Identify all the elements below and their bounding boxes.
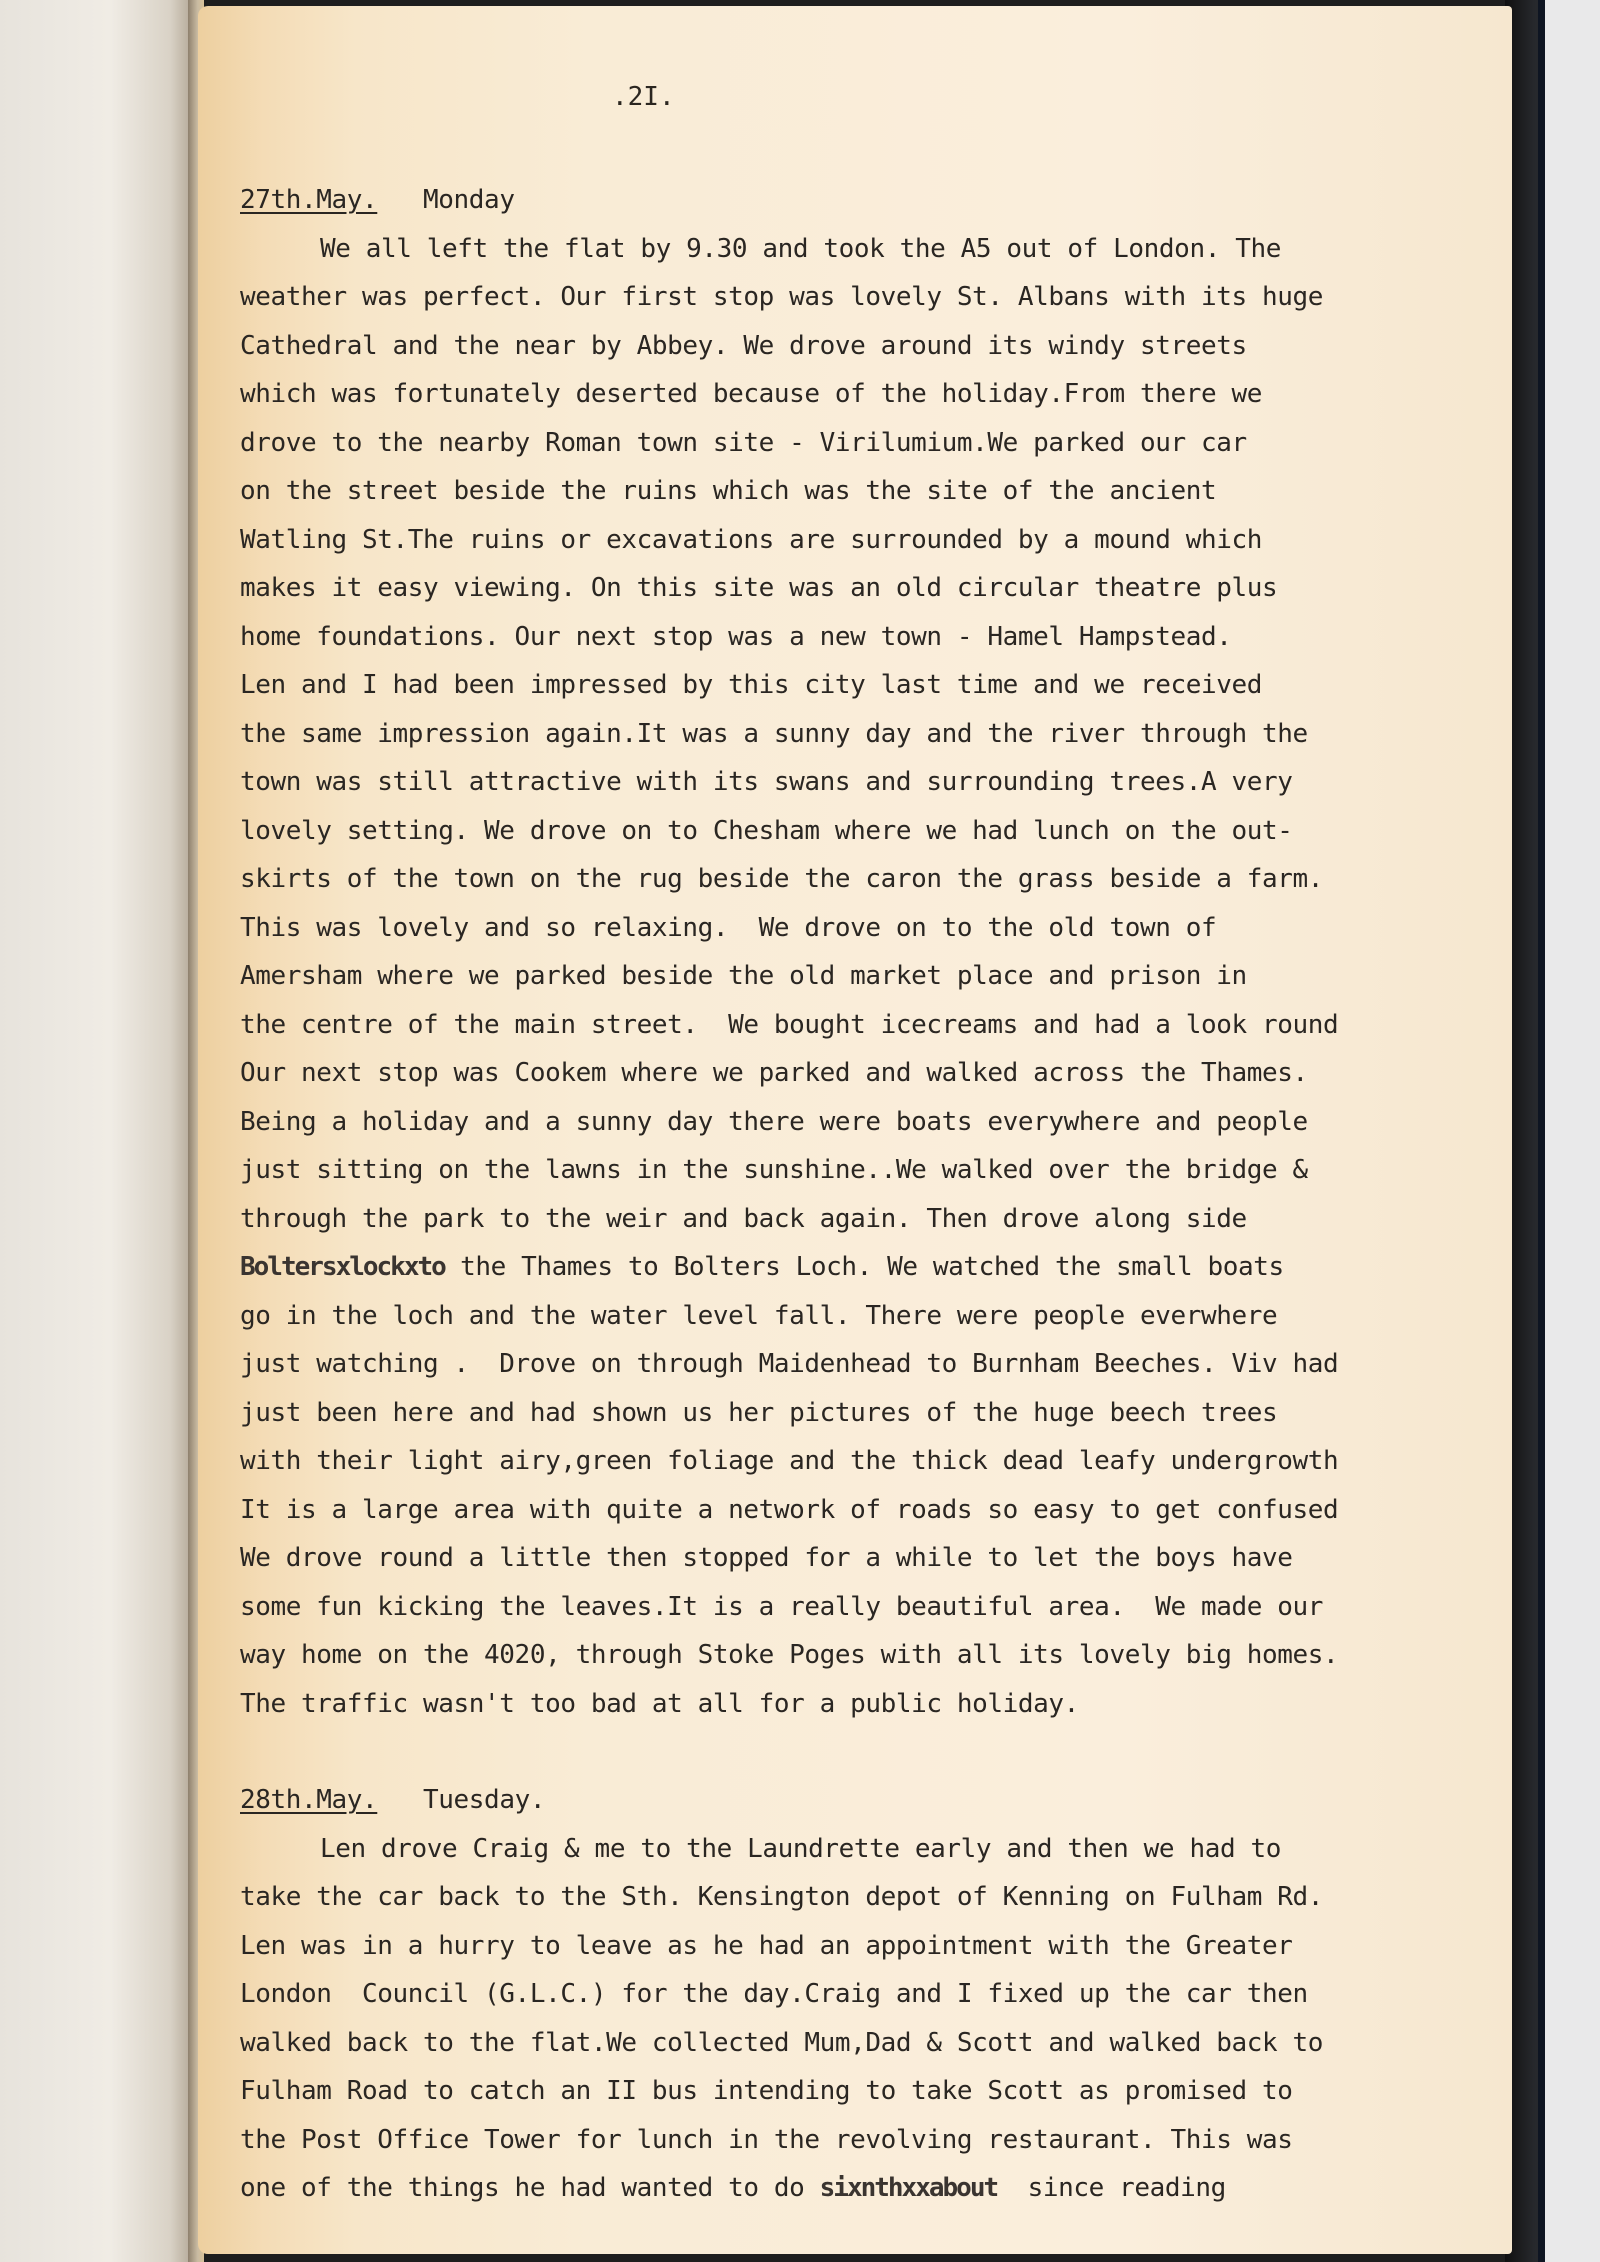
text-line: The traffic wasn't too bad at all for a public holiday. [240,1688,1079,1719]
text-line: home foundations. Our next stop was a new town - Hamel Hampstead. [240,621,1232,652]
text-line: Cathedral and the near by Abbey. We drove around its windy streets [240,330,1247,361]
entry-date: 27th.May. [240,185,378,215]
text-line: go in the loch and the water level fall. There were people everwhere [240,1300,1278,1331]
entry-weekday: Tuesday. [423,1785,546,1815]
entry-heading [240,1776,1510,1825]
text-line: way home on the 4020, through Stoke Poges with all its lovely big homes. [240,1640,1339,1670]
text-line: town was still attractive with its swans and surrounding trees.A very [240,767,1293,797]
text-line: drove to the nearby Roman town site - Virilumium.We parked our car [240,427,1247,458]
facing-page [0,0,200,2262]
text-line: It is a large area with quite a network of roads so easy to get confused [240,1494,1339,1525]
text-line: just sitting on the lawns in the sunshine..We walked over the bridge & [240,1155,1308,1185]
entry-date: 28th.May. [240,1785,378,1815]
page-number: .2I. [612,82,675,112]
text-line: lovely setting. We drove on to Chesham where we had lunch on the out- [240,815,1293,846]
text-line: on the street beside the ruins which was the site of the ancient [240,476,1217,506]
text-line: Watling St.The ruins or excavations are surrounded by a mound which [240,524,1262,555]
text-line: London Council (G.L.C.) for the day.Craig and I fixed up the car then [240,1979,1308,2009]
text-line: We drove round a little then stopped for a while to let the boys have [240,1543,1293,1573]
entry-heading [240,176,1510,225]
text-line: take the car back to the Sth. Kensington depot of Kenning on Fulham Rd. [240,1882,1323,1912]
text-line: skirts of the town on the rug beside the caron the grass beside a farm. [240,864,1323,894]
text-line: Being a holiday and a sunny day there were boats everywhere and people [240,1106,1308,1137]
text-line: the Post Office Tower for lunch in the revolving restaurant. This was [240,2124,1293,2155]
text-line: makes it easy viewing. On this site was an old circular theatre plus [240,573,1278,603]
text-line: just been here and had shown us her pictures of the huge beech trees [240,1397,1278,1428]
text-line: Boltersxlockxto the Thames to Bolters Loch. We watched the small boats [240,1252,1284,1282]
text-line: Len and I had been impressed by this city last time and we received [240,670,1262,700]
struck-out-text: sixnthxxabout [819,2173,998,2203]
text-line: Amersham where we parked beside the old market place and prison in [240,961,1247,991]
entry-weekday: Monday [423,185,515,215]
text-line: one of the things he had wanted to do sixnthxxabout since reading [240,2173,1226,2203]
text-line: Len was in a hurry to leave as he had an appointment with the Greater [240,1930,1293,1961]
text-line: the same impression again.It was a sunny day and the river through the [240,718,1308,749]
background-strip [1545,0,1600,2262]
text-line: with their light airy,green foliage and the thick dead leafy undergrowth [240,1446,1339,1476]
text-line: through the park to the weir and back again. Then drove along side [240,1203,1247,1234]
text-line: We all left the flat by 9.30 and took the A5 out of London. The [320,233,1281,264]
text-line: weather was perfect. Our first stop was lovely St. Albans with its huge [240,282,1323,312]
text-line: Our next stop was Cookem where we parked and walked across the Thames. [240,1058,1308,1088]
text-line: the centre of the main street. We bought icecreams and had a look round [240,1009,1339,1040]
text-line: just watching . Drove on through Maidenhead to Burnham Beeches. Viv had [240,1349,1339,1379]
typed-text [240,176,1510,2213]
text-line: Fulham Road to catch an II bus intending to take Scott as promised to [240,2076,1293,2106]
text-line: some fun kicking the leaves.It is a really beautiful area. We made our [240,1591,1323,1622]
text-line: This was lovely and so relaxing. We drove on to the old town of [240,912,1217,943]
struck-out-text: Boltersxlockxto [240,1252,445,1282]
text-line: which was fortunately deserted because of the holiday.From there we [240,379,1262,409]
text-line: walked back to the flat.We collected Mum,Dad & Scott and walked back to [240,2027,1323,2058]
text-line: Len drove Craig & me to the Laundrette early and then we had to [320,1833,1281,1864]
